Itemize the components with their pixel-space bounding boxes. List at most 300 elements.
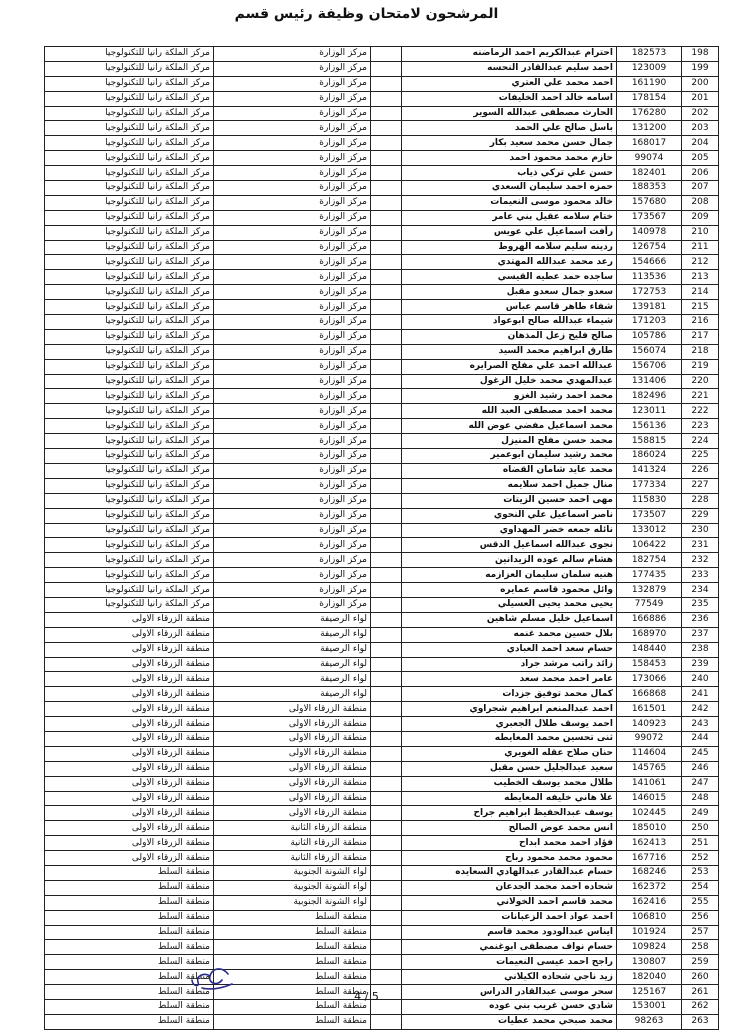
blank-cell: [371, 627, 402, 642]
candidate-name: هشام سالم عوده الزيدانين: [402, 553, 617, 568]
blank-cell: [371, 910, 402, 925]
candidate-name: احمد عواد احمد الزعبانات: [402, 910, 617, 925]
directorate: لواء الرصيفة: [214, 672, 371, 687]
row-number: 198: [682, 47, 719, 62]
blank-cell: [371, 300, 402, 315]
table-row: [45, 136, 719, 151]
employee-id: 145765: [617, 761, 682, 776]
table-row: [45, 359, 719, 374]
exam-center: منطقة الزرقاء الاولى: [45, 791, 214, 806]
candidate-name: طلال محمد يوسف الخطيب: [402, 776, 617, 791]
employee-id: 115830: [617, 493, 682, 508]
row-number: 242: [682, 702, 719, 717]
employee-id: 168017: [617, 136, 682, 151]
candidate-name: فؤاد احمد محمد ابداح: [402, 836, 617, 851]
candidates-table: [44, 46, 719, 1030]
exam-center: مركز الملكة رانيا للتكنولوجيا: [45, 538, 214, 553]
exam-center: مركز الملكة رانيا للتكنولوجيا: [45, 300, 214, 315]
exam-center: مركز الملكة رانيا للتكنولوجيا: [45, 463, 214, 478]
employee-id: 98263: [617, 1014, 682, 1029]
directorate: مركز الوزارة: [214, 463, 371, 478]
exam-center: مركز الملكة رانيا للتكنولوجيا: [45, 210, 214, 225]
row-number: 210: [682, 225, 719, 240]
row-number: 259: [682, 955, 719, 970]
row-number: 222: [682, 404, 719, 419]
row-number: 199: [682, 61, 719, 76]
employee-id: 173567: [617, 210, 682, 225]
row-number: 245: [682, 746, 719, 761]
exam-center: منطقة السلط: [45, 865, 214, 880]
exam-center: مركز الملكة رانيا للتكنولوجيا: [45, 285, 214, 300]
row-number: 214: [682, 285, 719, 300]
employee-id: 146015: [617, 791, 682, 806]
employee-id: 153001: [617, 1000, 682, 1015]
table-row: [45, 463, 719, 478]
exam-center: مركز الملكة رانيا للتكنولوجيا: [45, 121, 214, 136]
table-row: [45, 210, 719, 225]
employee-id: 130807: [617, 955, 682, 970]
table-row: [45, 270, 719, 285]
directorate: مركز الوزارة: [214, 136, 371, 151]
directorate: مركز الوزارة: [214, 329, 371, 344]
row-number: 250: [682, 821, 719, 836]
directorate: منطقة الزرقاء الاولى: [214, 746, 371, 761]
employee-id: 141324: [617, 463, 682, 478]
employee-id: 99072: [617, 731, 682, 746]
table-row: [45, 329, 719, 344]
blank-cell: [371, 210, 402, 225]
row-number: 262: [682, 1000, 719, 1015]
page-title: المرشحون لامتحان وظيفة رئيس قسم: [234, 6, 499, 22]
blank-cell: [371, 61, 402, 76]
blank-cell: [371, 717, 402, 732]
blank-cell: [371, 821, 402, 836]
table-row: [45, 449, 719, 464]
row-number: 238: [682, 642, 719, 657]
directorate: منطقة الزرقاء الاولى: [214, 776, 371, 791]
employee-id: 156074: [617, 344, 682, 359]
blank-cell: [371, 255, 402, 270]
candidate-name: الحارث مصطفى عبدالله السوير: [402, 106, 617, 121]
candidate-name: سحر موسى عبدالقادر الدراس: [402, 985, 617, 1000]
exam-center: منطقة السلط: [45, 940, 214, 955]
directorate: مركز الوزارة: [214, 225, 371, 240]
blank-cell: [371, 642, 402, 657]
directorate: منطقة الزرقاء الثانية: [214, 851, 371, 866]
row-number: 258: [682, 940, 719, 955]
employee-id: 173507: [617, 508, 682, 523]
blank-cell: [371, 612, 402, 627]
candidate-name: باسل صالح علي الحمد: [402, 121, 617, 136]
exam-center: منطقة السلط: [45, 970, 214, 985]
employee-id: 123009: [617, 61, 682, 76]
blank-cell: [371, 702, 402, 717]
employee-id: 168246: [617, 865, 682, 880]
directorate: مركز الوزارة: [214, 181, 371, 196]
employee-id: 133012: [617, 523, 682, 538]
employee-id: 132879: [617, 583, 682, 598]
table-row: [45, 538, 719, 553]
table-row: [45, 568, 719, 583]
employee-id: 162372: [617, 880, 682, 895]
blank-cell: [371, 374, 402, 389]
blank-cell: [371, 91, 402, 106]
blank-cell: [371, 344, 402, 359]
employee-id: 171203: [617, 315, 682, 330]
employee-id: 186024: [617, 449, 682, 464]
row-number: 203: [682, 121, 719, 136]
directorate: مركز الوزارة: [214, 434, 371, 449]
candidate-name: محمد رشيد سليمان ابوعمير: [402, 449, 617, 464]
employee-id: 77549: [617, 597, 682, 612]
table-row: [45, 642, 719, 657]
candidate-name: ثنى تحسين محمد المعايطه: [402, 731, 617, 746]
employee-id: 139181: [617, 300, 682, 315]
candidate-name: ناصر اسماعيل علي النحوي: [402, 508, 617, 523]
candidate-name: خالد محمود موسى النعيمات: [402, 195, 617, 210]
row-number: 260: [682, 970, 719, 985]
directorate: مركز الوزارة: [214, 583, 371, 598]
row-number: 240: [682, 672, 719, 687]
row-number: 236: [682, 612, 719, 627]
directorate: منطقة السلط: [214, 985, 371, 1000]
directorate: مركز الوزارة: [214, 508, 371, 523]
blank-cell: [371, 76, 402, 91]
directorate: مركز الوزارة: [214, 389, 371, 404]
blank-cell: [371, 478, 402, 493]
candidate-name: محمد قاسم احمد الخولاني: [402, 895, 617, 910]
row-number: 252: [682, 851, 719, 866]
candidate-name: محمد حسن مفلح المنيزل: [402, 434, 617, 449]
exam-center: منطقة الزرقاء الاولى: [45, 806, 214, 821]
directorate: منطقة الزرقاء الاولى: [214, 717, 371, 732]
blank-cell: [371, 836, 402, 851]
employee-id: 182496: [617, 389, 682, 404]
exam-center: منطقة السلط: [45, 1014, 214, 1029]
blank-cell: [371, 851, 402, 866]
blank-cell: [371, 970, 402, 985]
candidate-name: انس محمد عوض الصالح: [402, 821, 617, 836]
table-row: [45, 657, 719, 672]
table-row: [45, 419, 719, 434]
row-number: 219: [682, 359, 719, 374]
directorate: منطقة الزرقاء الاولى: [214, 791, 371, 806]
candidate-name: نائله جمعه خضر المهداوي: [402, 523, 617, 538]
exam-center: مركز الملكة رانيا للتكنولوجيا: [45, 225, 214, 240]
table-row: [45, 806, 719, 821]
blank-cell: [371, 285, 402, 300]
row-number: 223: [682, 419, 719, 434]
employee-id: 125167: [617, 985, 682, 1000]
blank-cell: [371, 106, 402, 121]
candidate-name: عبدالله احمد علي مفلح الصرايره: [402, 359, 617, 374]
directorate: منطقة السلط: [214, 940, 371, 955]
employee-id: 162416: [617, 895, 682, 910]
exam-center: منطقة الزرقاء الاولى: [45, 627, 214, 642]
blank-cell: [371, 568, 402, 583]
employee-id: 101924: [617, 925, 682, 940]
row-number: 247: [682, 776, 719, 791]
candidate-name: زيد ناجي شحاده الكيلاني: [402, 970, 617, 985]
exam-center: منطقة السلط: [45, 925, 214, 940]
employee-id: 154666: [617, 255, 682, 270]
table-row: [45, 121, 719, 136]
row-number: 215: [682, 300, 719, 315]
blank-cell: [371, 449, 402, 464]
blank-cell: [371, 404, 402, 419]
directorate: لواء الرصيفة: [214, 627, 371, 642]
candidate-name: علا هاني خليفه المعايطه: [402, 791, 617, 806]
employee-id: 182754: [617, 553, 682, 568]
row-number: 201: [682, 91, 719, 106]
candidate-name: يوسف عبدالحفيظ ابراهيم جراح: [402, 806, 617, 821]
directorate: منطقة الزرقاء الاولى: [214, 731, 371, 746]
candidate-name: هنيه سلمان سليمان العزازمه: [402, 568, 617, 583]
row-number: 216: [682, 315, 719, 330]
exam-center: منطقة الزرقاء الاولى: [45, 687, 214, 702]
row-number: 246: [682, 761, 719, 776]
candidate-name: احمد عبدالمنعم ابراهيم شجراوي: [402, 702, 617, 717]
directorate: منطقة الزرقاء الاولى: [214, 761, 371, 776]
directorate: مركز الوزارة: [214, 121, 371, 136]
candidate-name: احمد يوسف طلال الجعبري: [402, 717, 617, 732]
exam-center: مركز الملكة رانيا للتكنولوجيا: [45, 523, 214, 538]
exam-center: مركز الملكة رانيا للتكنولوجيا: [45, 419, 214, 434]
directorate: مركز الوزارة: [214, 553, 371, 568]
exam-center: مركز الملكة رانيا للتكنولوجيا: [45, 166, 214, 181]
candidate-name: حسام نواف مصطفى ابوغنمي: [402, 940, 617, 955]
employee-id: 158453: [617, 657, 682, 672]
candidate-name: ختام سلامه عقيل بني عامر: [402, 210, 617, 225]
blank-cell: [371, 121, 402, 136]
blank-cell: [371, 672, 402, 687]
blank-cell: [371, 270, 402, 285]
table-row: [45, 47, 719, 62]
table-row: [45, 315, 719, 330]
table-row: [45, 970, 719, 985]
blank-cell: [371, 806, 402, 821]
exam-center: مركز الملكة رانيا للتكنولوجيا: [45, 136, 214, 151]
candidate-name: نجوى عبدالله اسماعيل الدقس: [402, 538, 617, 553]
table-row: [45, 493, 719, 508]
exam-center: مركز الملكة رانيا للتكنولوجيا: [45, 240, 214, 255]
candidate-name: كمال محمد توفيق جزدات: [402, 687, 617, 702]
exam-center: منطقة الزرقاء الاولى: [45, 731, 214, 746]
directorate: مركز الوزارة: [214, 344, 371, 359]
table-row: [45, 627, 719, 642]
blank-cell: [371, 315, 402, 330]
table-row: [45, 851, 719, 866]
row-number: 251: [682, 836, 719, 851]
candidate-name: سعيد عبدالجليل حسن مقبل: [402, 761, 617, 776]
exam-center: منطقة الزرقاء الاولى: [45, 851, 214, 866]
candidate-name: وائل محمود قاسم عمايره: [402, 583, 617, 598]
employee-id: 106810: [617, 910, 682, 925]
blank-cell: [371, 359, 402, 374]
table-row: [45, 76, 719, 91]
directorate: لواء الشونة الجنوبية: [214, 880, 371, 895]
directorate: منطقة السلط: [214, 955, 371, 970]
table-row: [45, 195, 719, 210]
directorate: مركز الوزارة: [214, 47, 371, 62]
employee-id: 126754: [617, 240, 682, 255]
exam-center: مركز الملكة رانيا للتكنولوجيا: [45, 434, 214, 449]
exam-center: منطقة السلط: [45, 985, 214, 1000]
directorate: مركز الوزارة: [214, 568, 371, 583]
blank-cell: [371, 925, 402, 940]
table-row: [45, 166, 719, 181]
row-number: 228: [682, 493, 719, 508]
directorate: مركز الوزارة: [214, 419, 371, 434]
exam-center: مركز الملكة رانيا للتكنولوجيا: [45, 47, 214, 62]
blank-cell: [371, 329, 402, 344]
row-number: 261: [682, 985, 719, 1000]
exam-center: منطقة الزرقاء الاولى: [45, 717, 214, 732]
table-row: [45, 865, 719, 880]
candidate-name: عامر احمد محمد سعد: [402, 672, 617, 687]
candidate-name: شادي حسن غريب بني عوده: [402, 1000, 617, 1015]
row-number: 200: [682, 76, 719, 91]
employee-id: 178154: [617, 91, 682, 106]
table-row: [45, 702, 719, 717]
employee-id: 105786: [617, 329, 682, 344]
row-number: 235: [682, 597, 719, 612]
exam-center: منطقة الزرقاء الاولى: [45, 657, 214, 672]
candidate-name: محمود محمد محمود رباح: [402, 851, 617, 866]
directorate: لواء الرصيفة: [214, 642, 371, 657]
blank-cell: [371, 523, 402, 538]
table-row: [45, 717, 719, 732]
candidate-name: محمد عايد شامان القضاه: [402, 463, 617, 478]
table-row: [45, 687, 719, 702]
directorate: مركز الوزارة: [214, 91, 371, 106]
blank-cell: [371, 657, 402, 672]
table-row: [45, 523, 719, 538]
page-number: 4 / 5: [354, 990, 379, 1003]
employee-id: 182573: [617, 47, 682, 62]
row-number: 256: [682, 910, 719, 925]
employee-id: 166868: [617, 687, 682, 702]
candidate-name: حازم محمد محمود احمد: [402, 151, 617, 166]
row-number: 229: [682, 508, 719, 523]
exam-center: منطقة الزرقاء الاولى: [45, 836, 214, 851]
employee-id: 102445: [617, 806, 682, 821]
employee-id: 168970: [617, 627, 682, 642]
exam-center: منطقة الزرقاء الاولى: [45, 702, 214, 717]
exam-center: مركز الملكة رانيا للتكنولوجيا: [45, 270, 214, 285]
exam-center: منطقة الزرقاء الاولى: [45, 776, 214, 791]
exam-center: منطقة السلط: [45, 910, 214, 925]
exam-center: منطقة السلط: [45, 1000, 214, 1015]
employee-id: 157680: [617, 195, 682, 210]
row-number: 231: [682, 538, 719, 553]
table-row: [45, 61, 719, 76]
table-row: [45, 374, 719, 389]
employee-id: 162413: [617, 836, 682, 851]
exam-center: مركز الملكة رانيا للتكنولوجيا: [45, 374, 214, 389]
directorate: مركز الوزارة: [214, 76, 371, 91]
blank-cell: [371, 687, 402, 702]
exam-center: مركز الملكة رانيا للتكنولوجيا: [45, 389, 214, 404]
row-number: 239: [682, 657, 719, 672]
row-number: 221: [682, 389, 719, 404]
employee-id: 131406: [617, 374, 682, 389]
directorate: مركز الوزارة: [214, 478, 371, 493]
blank-cell: [371, 791, 402, 806]
directorate: لواء الرصيفة: [214, 612, 371, 627]
row-number: 263: [682, 1014, 719, 1029]
employee-id: 114604: [617, 746, 682, 761]
candidate-name: رعد محمد عبدالله المهتدي: [402, 255, 617, 270]
directorate: مركز الوزارة: [214, 210, 371, 225]
candidate-name: منال جميل احمد سلايمه: [402, 478, 617, 493]
directorate: منطقة الزرقاء الثانية: [214, 836, 371, 851]
candidate-name: احمد سليم عبدالقادر النحسه: [402, 61, 617, 76]
employee-id: 141061: [617, 776, 682, 791]
directorate: مركز الوزارة: [214, 106, 371, 121]
blank-cell: [371, 746, 402, 761]
table-row: [45, 731, 719, 746]
directorate: منطقة السلط: [214, 910, 371, 925]
exam-center: مركز الملكة رانيا للتكنولوجيا: [45, 76, 214, 91]
candidate-name: محمد احمد رشيد الغزو: [402, 389, 617, 404]
candidate-name: رأفت اسماعيل علي عويس: [402, 225, 617, 240]
row-number: 254: [682, 880, 719, 895]
candidate-name: محمد اسماعيل مفضي عوض الله: [402, 419, 617, 434]
table-row: [45, 955, 719, 970]
candidate-name: حسام عبدالقادر عبدالهادي السعايده: [402, 865, 617, 880]
blank-cell: [371, 508, 402, 523]
row-number: 237: [682, 627, 719, 642]
exam-center: مركز الملكة رانيا للتكنولوجيا: [45, 255, 214, 270]
candidate-name: شحاده احمد محمد الجدعان: [402, 880, 617, 895]
table-row: [45, 389, 719, 404]
directorate: منطقة السلط: [214, 970, 371, 985]
directorate: مركز الوزارة: [214, 240, 371, 255]
row-number: 213: [682, 270, 719, 285]
candidate-name: ايناس عبدالودود محمد قاسم: [402, 925, 617, 940]
row-number: 207: [682, 181, 719, 196]
candidate-name: يحيى محمد يحيى العسيلي: [402, 597, 617, 612]
blank-cell: [371, 538, 402, 553]
employee-id: 140978: [617, 225, 682, 240]
row-number: 255: [682, 895, 719, 910]
blank-cell: [371, 865, 402, 880]
blank-cell: [371, 731, 402, 746]
row-number: 253: [682, 865, 719, 880]
blank-cell: [371, 419, 402, 434]
exam-center: مركز الملكة رانيا للتكنولوجيا: [45, 508, 214, 523]
exam-center: مركز الملكة رانيا للتكنولوجيا: [45, 449, 214, 464]
row-number: 243: [682, 717, 719, 732]
exam-center: منطقة السلط: [45, 895, 214, 910]
blank-cell: [371, 955, 402, 970]
row-number: 225: [682, 449, 719, 464]
candidate-name: ردينه سليم سلامه الهروط: [402, 240, 617, 255]
employee-id: 172753: [617, 285, 682, 300]
row-number: 205: [682, 151, 719, 166]
row-number: 230: [682, 523, 719, 538]
directorate: مركز الوزارة: [214, 359, 371, 374]
row-number: 249: [682, 806, 719, 821]
employee-id: 173066: [617, 672, 682, 687]
directorate: مركز الوزارة: [214, 404, 371, 419]
blank-cell: [371, 463, 402, 478]
candidate-name: بلال حسين محمد غنمه: [402, 627, 617, 642]
table-row: [45, 583, 719, 598]
exam-center: مركز الملكة رانيا للتكنولوجيا: [45, 568, 214, 583]
directorate: منطقة السلط: [214, 925, 371, 940]
